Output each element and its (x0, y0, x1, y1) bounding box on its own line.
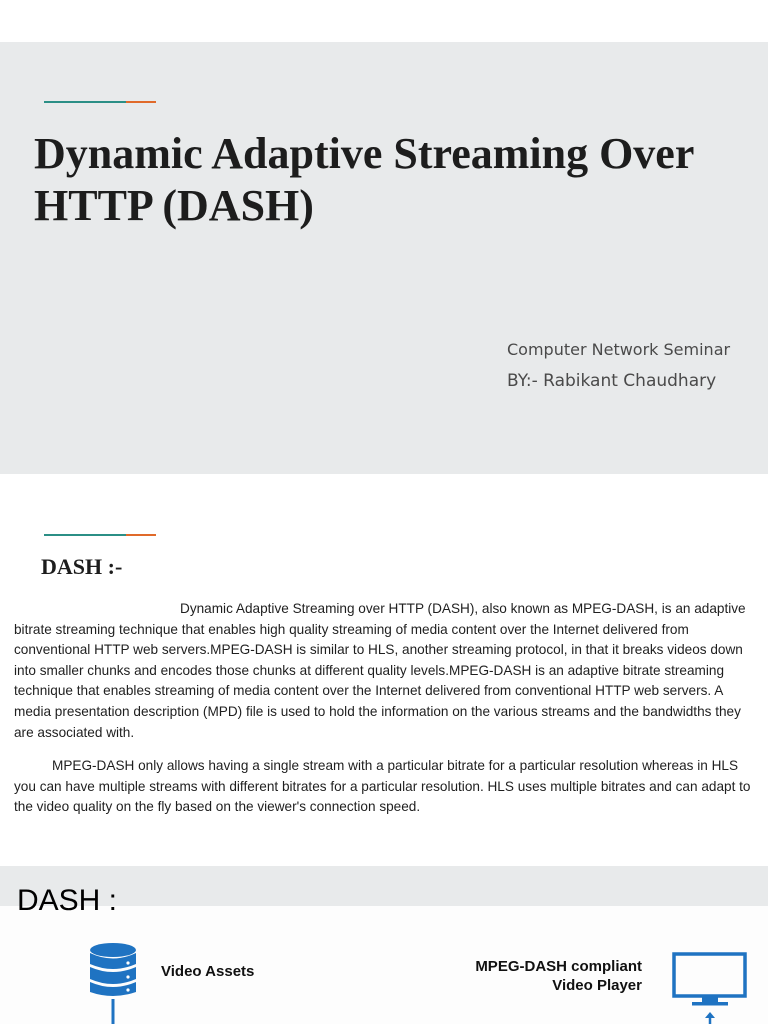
presentation-title: Dynamic Adaptive Streaming Over HTTP (DASH) (34, 129, 694, 230)
diagram-heading: DASH : (17, 884, 118, 917)
paragraph-comparison: MPEG-DASH only allows having a single stream with a particular bitrate for a particular resolution whereas in HLS you can have multiple streams with different bitrates for a particular resolution. HLS uses multiple bitrates and can adapt to the video quality on the fly based on the viewer's connection speed. (14, 758, 751, 815)
intro-slide (0, 474, 768, 866)
database-icon (88, 942, 138, 1024)
player-label-line2: Video Player (552, 977, 642, 994)
subtitle-block (507, 338, 757, 394)
player-label-line1: MPEG-DASH compliant (475, 958, 642, 975)
seminar-label: Computer Network Seminar (507, 340, 731, 359)
title-slide (0, 42, 768, 474)
author-label: BY:- Rabikant Chaudhary (507, 371, 717, 391)
paragraph-definition: Dynamic Adaptive Streaming over HTTP (DASH), also known as MPEG-DASH, is an adaptive bitrate streaming technique that enables high quality streaming of media content over the Internet delivered from conventional HTTP web servers.MPEG-DASH is similar to HLS, another streaming protocol, in that it breaks videos down into smaller chunks and encodes those chunks at different quality levels.MPEG-DASH is an adaptive bitrate streaming technique that enables streaming of media content over the Internet delivered from conventional HTTP web servers. A media presentation description (MPD) file is used to hold the information on the various streams and the bandwidths they are associated with. (14, 601, 746, 740)
intro-accent-line (44, 534, 156, 536)
section-heading: DASH :- (41, 554, 123, 579)
diagram-slide (0, 866, 768, 1024)
title-accent-line (44, 101, 156, 103)
video-assets-label: Video Assets (161, 963, 255, 980)
video-player-label (430, 957, 642, 995)
monitor-icon (672, 952, 748, 1024)
